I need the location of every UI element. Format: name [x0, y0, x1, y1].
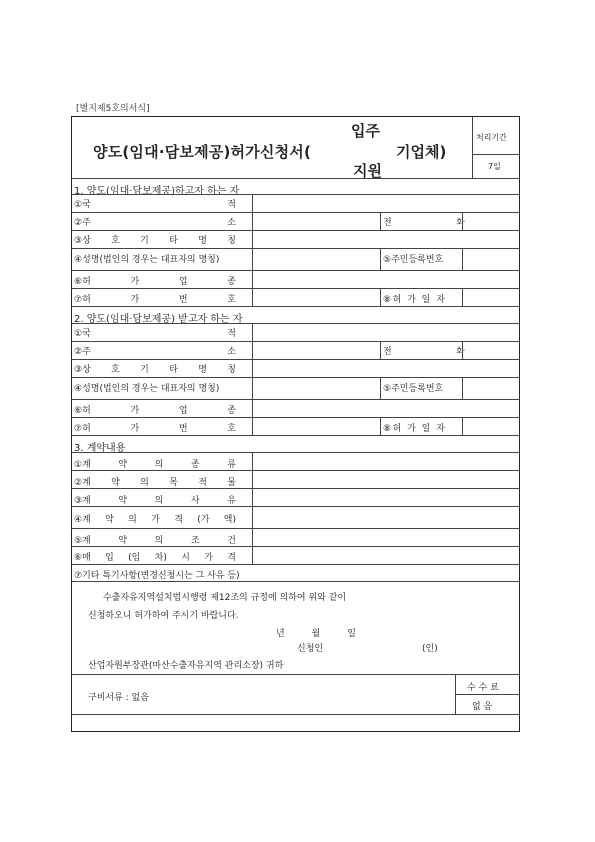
s2-phone-divider-2	[462, 341, 463, 359]
processing-period-label: 처리기간	[476, 133, 507, 142]
title-option-bottom: 지원	[353, 162, 382, 180]
contract-kind-label: ①계 약 의 종 류	[74, 460, 236, 470]
row-line	[71, 564, 520, 565]
s1-phone-label: 전 화	[383, 218, 465, 228]
row-line	[71, 270, 520, 271]
row-line	[71, 212, 520, 213]
s2-nationality-label: ①국 적	[74, 329, 236, 339]
date-line: 년 월 일	[276, 629, 356, 639]
row-line	[71, 435, 520, 436]
recipient-line: 산업자원부장관(마산수출자유지역 관리소장) 귀하	[88, 661, 284, 671]
footer-bottom-line	[71, 714, 520, 715]
row-line	[71, 528, 520, 529]
row-line	[71, 417, 520, 418]
s1-permit-date-label: ⑧허 가 일 자	[383, 295, 447, 305]
fee-value: 없 음	[472, 702, 493, 712]
footer-top-line	[71, 674, 520, 675]
s1-trade-name-label: ③상 호 기 타 명 칭	[74, 236, 236, 246]
contract-terms-label: ⑤계 약 의 조 건	[74, 536, 236, 546]
s1-address-label: ②주 소	[74, 218, 236, 228]
form-title: 양도(임대·담보제공)허가신청서(	[93, 143, 312, 161]
seal-mark: (인)	[422, 644, 438, 654]
s2-label-divider	[252, 323, 253, 435]
row-line	[71, 359, 520, 360]
row-line	[71, 470, 520, 471]
form-reference: [별지제5호의서식]	[76, 104, 150, 114]
processing-period-value: 7일	[488, 162, 501, 171]
s1-phone-divider	[380, 212, 381, 230]
s2-address-label: ②주 소	[74, 347, 236, 357]
row-line	[71, 341, 520, 342]
row-line	[71, 488, 520, 489]
statement-line1: 수출자유지역설치법시행령 제12조의 규정에 의하여 위와 같이	[103, 593, 347, 603]
s2-resident-no-label: ⑤주민등록번호	[383, 384, 444, 394]
s1-nationality-label: ①국 적	[74, 200, 236, 210]
s1-name-label: ④성명(법인의 경우는 대표자의 명칭)	[74, 255, 220, 265]
statement-line2: 신청하오니 허가하여 주시기 바랍니다.	[88, 611, 239, 621]
processing-mid-line	[472, 154, 520, 155]
other-notes-label: ⑦기타 특기사항(변경신청시는 그 사유 등)	[74, 571, 240, 581]
s2-permit-date-label: ⑧허 가 일 자	[383, 424, 447, 434]
contract-reason-label: ③계 약 의 사 유	[74, 496, 236, 506]
section3-heading: 3. 계약내용	[74, 443, 126, 454]
title-end: 기업체)	[396, 143, 447, 161]
sale-price-label: ⑥매 입 (임 차) 시 가 격	[74, 553, 236, 563]
row-line	[71, 377, 520, 378]
contract-object-label: ②계 약 의 목 적 물	[74, 478, 236, 488]
s2-resident-divider	[380, 377, 381, 399]
row-line	[71, 399, 520, 400]
s1-date-divider	[380, 288, 381, 306]
required-documents: 구비서류 : 없음	[88, 693, 149, 703]
s2-business-label: ⑥허 가 업 종	[74, 406, 236, 416]
section1-heading: 1. 양도(임대·담보제공)하고자 하는 자	[74, 186, 240, 197]
s2-date-divider	[380, 417, 381, 435]
row-line	[71, 306, 520, 307]
fee-label: 수 수 료	[467, 683, 499, 693]
s2-permit-no-label: ⑦허 가 번 호	[74, 424, 236, 434]
row-line	[71, 323, 520, 324]
s1-business-label: ⑥허 가 업 종	[74, 277, 236, 287]
s1-date-divider-2	[462, 288, 463, 306]
s1-phone-divider-2	[462, 212, 463, 230]
s2-name-label: ④성명(법인의 경우는 대표자의 명칭)	[74, 384, 220, 394]
row-line	[71, 230, 520, 231]
section2-heading: 2. 양도(임대·담보제공) 받고자 하는 자	[74, 314, 243, 325]
s2-phone-label: 전 화	[383, 347, 465, 357]
row-line	[71, 546, 520, 547]
s1-label-divider	[252, 194, 253, 306]
s2-resident-divider-2	[462, 377, 463, 399]
s1-resident-no-label: ⑤주민등록번호	[383, 255, 444, 265]
s3-label-divider	[252, 452, 253, 564]
s1-resident-divider	[380, 248, 381, 270]
row-line	[71, 288, 520, 289]
row-line	[71, 581, 520, 582]
processing-divider	[472, 116, 473, 178]
header-bottom-line	[71, 178, 520, 179]
row-line	[71, 452, 520, 453]
s1-permit-no-label: ⑦허 가 번 호	[74, 295, 236, 305]
s2-phone-divider	[380, 341, 381, 359]
s2-trade-name-label: ③상 호 기 타 명 칭	[74, 365, 236, 375]
s2-date-divider-2	[462, 417, 463, 435]
contract-price-label: ④계 약 의 가 격 (가 액)	[74, 515, 236, 525]
row-line	[71, 248, 520, 249]
fee-mid-line	[455, 694, 520, 695]
row-line	[71, 506, 520, 507]
s1-resident-divider-2	[462, 248, 463, 270]
applicant-label: 신청인	[297, 644, 324, 654]
title-option-top: 입주	[351, 122, 380, 140]
row-line	[71, 194, 520, 195]
